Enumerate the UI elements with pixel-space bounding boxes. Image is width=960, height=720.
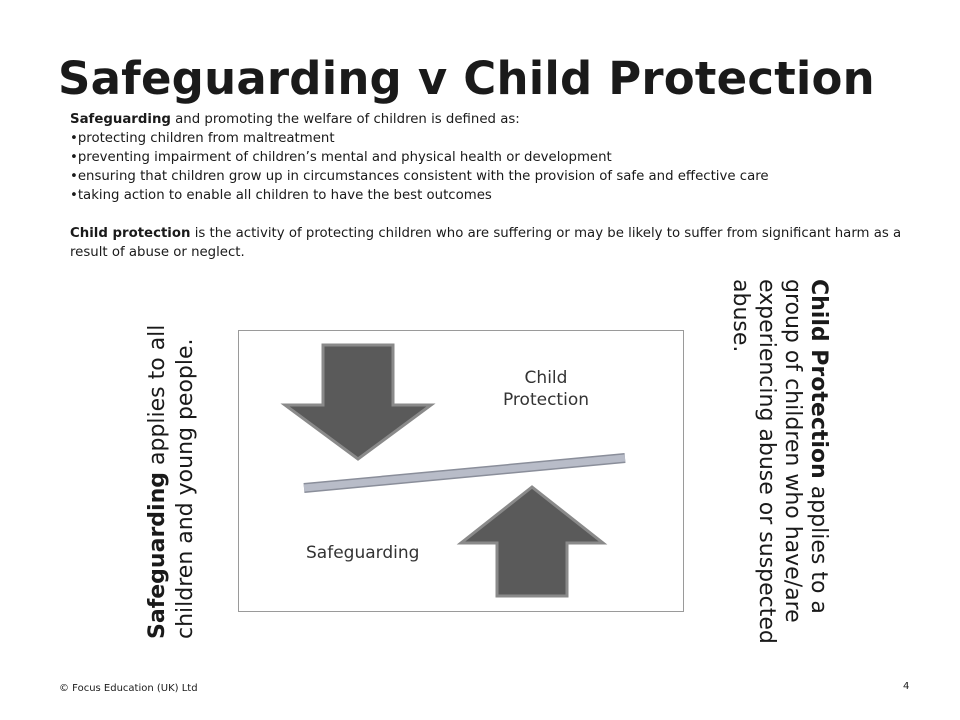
child-protection-scope-note bbox=[727, 279, 831, 659]
child-protection-scope-term: Child Protection bbox=[806, 279, 831, 479]
child-protection-text: is the activity of protecting children who are suffering or may be likely to suffer from significant harm as a result of abuse or neglect. bbox=[70, 226, 902, 260]
copyright-footer: © Focus Education (UK) Ltd bbox=[59, 683, 198, 694]
down-arrow-icon bbox=[285, 345, 431, 459]
page-number: 4 bbox=[903, 681, 910, 692]
balance-beam-fill bbox=[304, 458, 625, 488]
safeguarding-scope-term: Safeguarding bbox=[145, 472, 170, 639]
definitions bbox=[70, 110, 940, 262]
balance-diagram bbox=[238, 330, 684, 612]
child-protection-label-line1: Child bbox=[524, 368, 568, 388]
safeguarding-term: Safeguarding bbox=[70, 112, 171, 127]
up-arrow-icon bbox=[461, 487, 603, 596]
child-protection-label-line2: Protection bbox=[502, 390, 589, 410]
safeguarding-scope-note bbox=[144, 299, 200, 639]
child-protection-definition bbox=[70, 224, 940, 262]
safeguarding-definition bbox=[70, 110, 940, 129]
slide-title: Safeguarding v Child Protection bbox=[58, 52, 875, 105]
bullet-item: • taking action to enable all children to have the best outcomes bbox=[70, 186, 940, 205]
child-protection-label bbox=[478, 367, 614, 411]
diagram-graphic bbox=[239, 331, 685, 613]
safeguarding-scope-text: applies to all children and young people. bbox=[145, 324, 198, 639]
bullet-item: • protecting children from maltreatment bbox=[70, 129, 940, 148]
safeguarding-label: Safeguarding bbox=[306, 543, 420, 563]
safeguarding-intro: and promoting the welfare of children is defined as: bbox=[170, 112, 520, 127]
bullet-item: • ensuring that children grow up in circumstances consistent with the provision of safe and effective care bbox=[70, 167, 940, 186]
child-protection-scope-text: applies to a group of children who have/are experiencing abuse or suspected abuse. bbox=[728, 279, 831, 644]
safeguarding-bullets bbox=[70, 129, 940, 205]
child-protection-term: Child protection bbox=[70, 226, 191, 241]
bullet-item: • preventing impairment of children’s mental and physical health or development bbox=[70, 148, 940, 167]
